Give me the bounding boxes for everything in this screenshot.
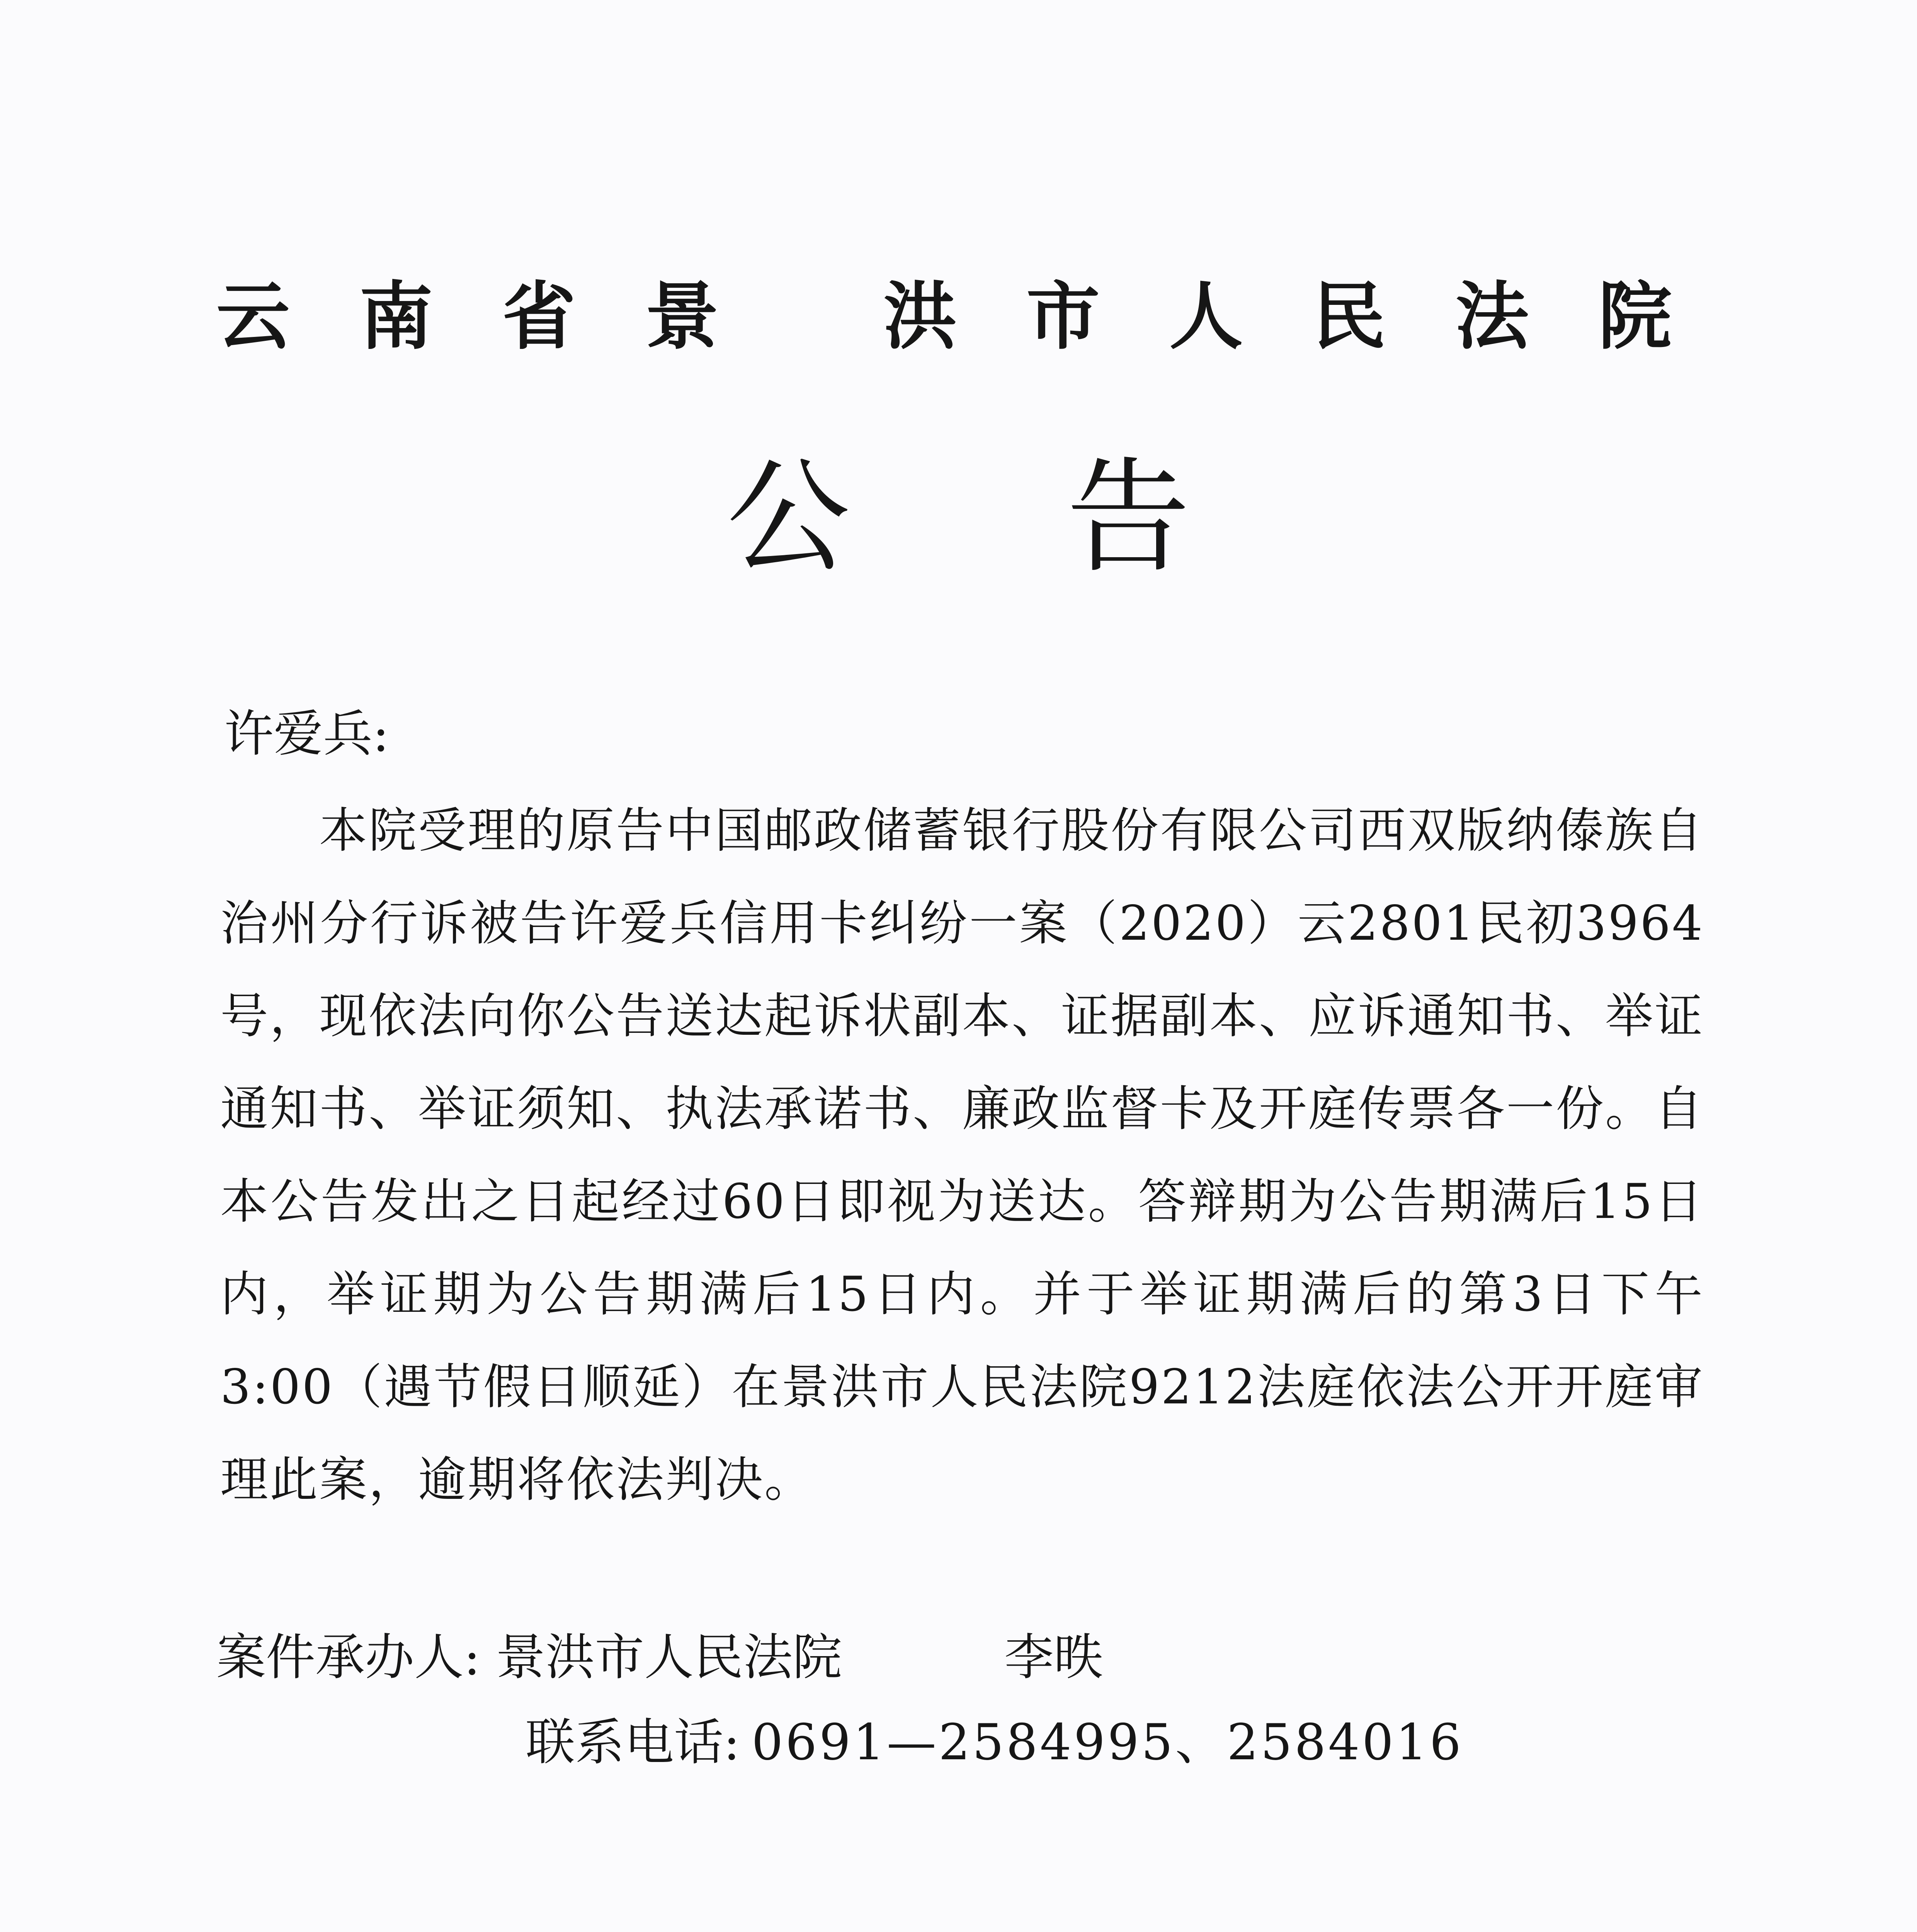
addressee: 许爱兵: — [224, 705, 390, 763]
case-handler-label: 案件承办人: — [216, 1629, 481, 1686]
contact-phone-label: 联系电话: — [526, 1714, 740, 1771]
contact-phone-value: 0691—2584995、2584016 — [752, 1714, 1464, 1771]
case-handler-line — [216, 1615, 1103, 1700]
case-handler-name: 李昳 — [1004, 1629, 1104, 1686]
document-title: 公告 — [726, 446, 1407, 590]
case-handler-court: 景洪市人民法院 — [496, 1629, 842, 1686]
court-name-heading: 云南省景 洪市人民法院 — [216, 274, 1742, 359]
contact-phone-line — [526, 1700, 1463, 1785]
notice-body: 本院受理的原告中国邮政储蓄银行股份有限公司西双版纳傣族自治州分行诉被告许爱兵信用卡纠纷一案（2020）云2801民初3964号，现依法向你公告送达起诉状副本、证据副本、应诉通知书、举证通知书、举证须知、执法承诺书、廉政监督卡及开庭传票各一份。自本公告发出之日起经过60日即视为送达。答辩期为公告期满后15日内，举证期为公告期满后15日内。并于举证期满后的第3日下午3:00（遇节假日顺延）在景洪市人民法院9212法庭依法公开开庭审理此案，逾期将依法判决。 — [220, 803, 1704, 1508]
